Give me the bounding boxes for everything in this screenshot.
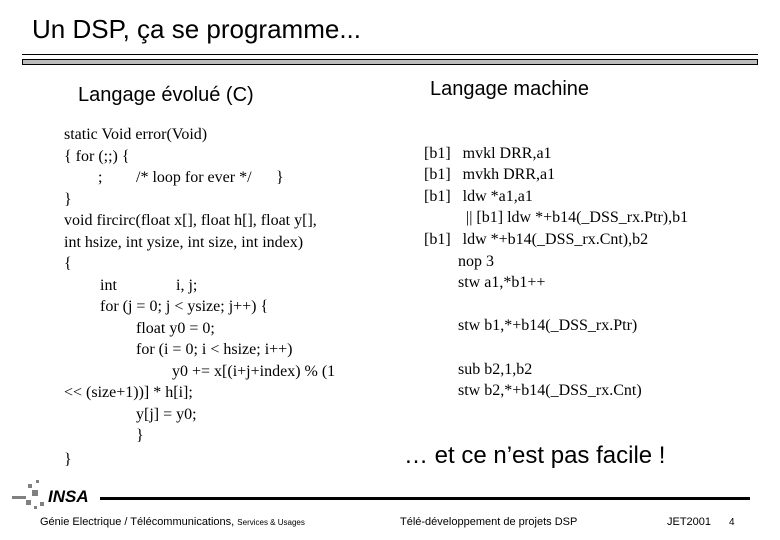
c-code-line: float y0 = 0; <box>136 320 215 337</box>
c-code-line: /* loop for ever */ <box>136 169 252 186</box>
c-code-line: int <box>100 277 117 294</box>
c-code-line: static Void error(Void) <box>64 126 208 143</box>
asm-code-line: sub b2,1,b2 <box>458 361 533 378</box>
c-code-line: int hsize, int ysize, int size, int index) <box>64 234 304 251</box>
footer-event: JET2001 <box>667 516 712 528</box>
c-code-line: y0 += x[(i+j+index) % (1 <box>172 363 336 380</box>
footer-left-main: Génie Electrique / Télécommunications, <box>40 516 238 528</box>
asm-code-line: [b1] mvkh DRR,a1 <box>424 166 556 183</box>
asm-code-line: stw b1,*+b14(_DSS_rx.Ptr) <box>458 317 638 334</box>
asm-code-line: stw a1,*b1++ <box>458 274 546 291</box>
c-code-line: void fircirc(float x[], float h[], float y[], <box>64 212 317 229</box>
footer-left <box>40 516 305 528</box>
c-code-line: << (size+1))] * h[i]; <box>64 384 193 401</box>
title-rule-thick <box>22 59 758 65</box>
c-code-line: i, j; <box>176 277 198 294</box>
tagline: … et ce n’est pas facile ! <box>404 442 666 469</box>
page-number: 4 <box>729 517 735 528</box>
left-heading: Langage évolué (C) <box>78 84 254 106</box>
c-code-line: { for (;;) { <box>64 148 130 165</box>
footer-rule <box>100 497 750 500</box>
asm-code-line: [b1] ldw *+b14(_DSS_rx.Cnt),b2 <box>424 231 649 248</box>
footer-left-small: Services & Usages <box>237 518 305 527</box>
asm-code-line: stw b2,*+b14(_DSS_rx.Cnt) <box>458 382 642 399</box>
asm-code-line: [b1] mvkl DRR,a1 <box>424 145 552 162</box>
c-code-line: { <box>64 255 72 272</box>
footer-center: Télé-développement de projets DSP <box>400 516 578 528</box>
title-rule-thin <box>22 54 758 55</box>
c-code-line: ; <box>98 169 103 186</box>
logo-text: INSA <box>48 487 89 506</box>
slide-title: Un DSP, ça se programme... <box>32 14 361 44</box>
insa-logo <box>12 478 110 514</box>
c-code-line: y[j] = y0; <box>136 406 197 423</box>
c-code-line: } <box>64 191 72 208</box>
c-code-line: for (j = 0; j < ysize; j++) { <box>100 298 269 315</box>
asm-code-line: [b1] ldw *a1,a1 <box>424 188 533 205</box>
asm-code-line: || [b1] ldw *+b14(_DSS_rx.Ptr),b1 <box>466 209 689 226</box>
c-code-line: } <box>276 169 284 186</box>
c-code-line: } <box>64 451 72 468</box>
asm-code-line: nop 3 <box>458 253 494 270</box>
c-code-line: for (i = 0; i < hsize; i++) <box>136 341 293 358</box>
c-code-line: } <box>136 427 144 444</box>
right-heading: Langage machine <box>430 78 590 100</box>
